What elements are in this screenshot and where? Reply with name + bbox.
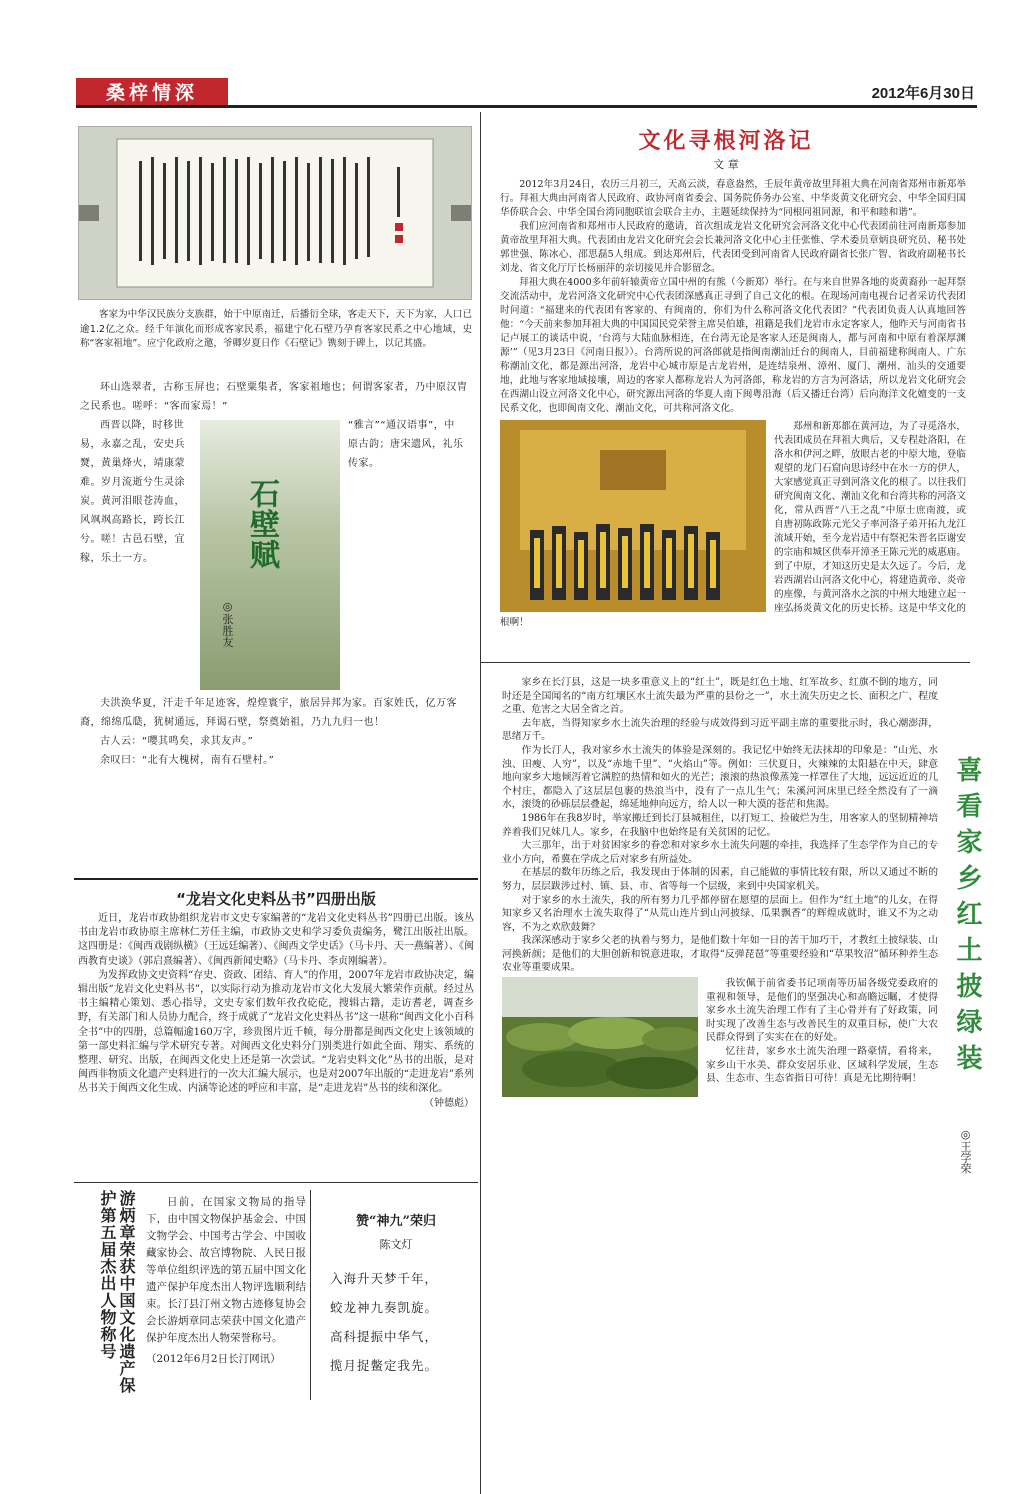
column-divider <box>310 1190 311 1400</box>
shibi-line: 余叹曰：“北有大槐树，南有石壁村。” <box>100 755 275 766</box>
hongtu-paragraph: 大三那年，出于对贫困家乡的眷恋和对家乡水土流失问题的牵挂，我选择了生态学作为自己的专业小方向，希冀在学成之后对家乡有所益处。 <box>502 840 938 865</box>
book-article-title: “龙岩文化史料丛书”四册出版 <box>176 890 376 908</box>
hongtu-vertical-title: 喜看家乡红土披绿装 <box>952 756 982 1080</box>
shibi-line: “雅言”“通汉语事”，中原古韵；唐宋遗风，礼乐传家。 <box>348 420 464 469</box>
hongtu-paragraph: 作为长汀人，我对家乡水土流失的体验是深刻的。我记忆中始终无法抹却的印象是：“山光、水浊、田瘦、人穷”，以及“赤地千里”、“火焰山”等。例如：三伏夏日，火辣辣的太阳悬在中天，肆意地向家乡大地倾泻着它满腔的热情和如火的光芒；滚滚的热浪像蒸笼一样罩住了大地，远远近近的几个村庄，都隐入了这层层包裹的热浪当中，没有了一点儿生气；朱溪河河床里已经全然没有了一滴水，滚烫的砂砾层层叠起，绵延地伸向远方，给人以一种大漠的苍茫和焦渴。 <box>502 744 938 811</box>
hongtu-paragraph: 在基层的数年历练之后，我发现由于体制的因素，自己能做的事情比较有限，所以又通过不断的努力，层层跋涉过村、镇、县、市、省等每一个层级，来到中央国家机关。 <box>502 867 938 892</box>
poem-line: 入海升天梦千年， <box>330 1271 439 1286</box>
heluo-paragraph: 郑州和新郑都在黄河边，为了寻觅洛水，代表团成员在拜祖大典后，又专程赴洛阳，在洛水和伊河之畔，放眼古老的中原大地，登临观望的龙门石窟向思诗经中在水一方的伊人，大家感觉真正寻到河洛文化的根了。以往我们研究闽南文化、潮汕文化和台湾共称的河洛文化，常从西晋“八王之乱”中原士庶南渡，或自唐初陈政陈元光父子率河洛子弟开拓九龙江流域开始，至今龙岩适中有祭祀朱晋名臣谢安的宗庙和城区供奉开漳圣王陈元光的威惠庙。到了中原，才知这历史是太久远了。今后，龙岩西湖岩山河洛文化中心，将建造黄帝、炎帝的座像，与黄河洛水之滨的中州大地建立起一座弘扬炎黄文化的历史长桥。这是中华文化的根啊！ <box>500 421 966 628</box>
heluo-body <box>500 178 966 630</box>
shibi-line: 古人云：“嘤其鸣矣，求其友声。” <box>100 736 254 747</box>
calligraphy-caption: 客家为中华汉民族分支族群，始于中原南迁，后播衍全球，客走天下，天下为家，人口已逾1.2亿之众。经千年演化而形成客家民系，福建宁化石壁乃孕育客家民系之中心地域，史称“客家祖地”。应宁化政府之邀，爷卿岁夏日作《石壁记》镌刻于碑上，以记其盛。 <box>80 309 472 349</box>
hongtu-paragraph: 我深深感动于家乡父老的执着与努力，是他们数十年如一日的苦干加巧干，才教红土披绿装、山河换新颜；是他们的大胆创新和锐意进取，才取得“反弹琵琶”等重要经验和“草果牧沼”循环种养生态农业等重要成果。 <box>502 935 938 974</box>
issue-date: 2012年6月30日 <box>871 85 975 102</box>
heluo-paragraph: 拜祖大典在4000多年前轩辕黄帝立国中州的有熊（今新郑）举行。在与来自世界各地的炎黄裔孙一起拜祭交流活动中，龙岩河洛文化研究中心代表团深感真正寻到了自己文化的根。在现场河南电视台记者采访代表团时问道：“福建来的代表团有客家的、有闽南的，你们为什么称河洛文化代表团？”代表团负责人认真地回答他：“今天前来参加拜祖大典的中国国民党荣誉主席吴伯雄，祖籍是我们龙岩市永定客家人，他昨天与河南省书记卢展工的谈话中说，‘台湾与大陆血脉相连，在台湾无论是客家人还是闽南人，都与河南和中原有着深厚渊源’”（见3月23日《河南日报》）。台湾所说的河洛郎就是指闽南潮汕迁台的闽南人，目前福建称闽南人、广东称潮汕文化，都是源出河洛，龙岩中心城市原是古龙岩州，是连结泉州、漳州、厦门、潮州、汕头的交通要地，此地与客家地域接壤，周边的客家人都称龙岩人为河洛郎，称龙岩的方言为河洛话，所以龙岩文化研究会在西湖山设立河洛文化中心，研究源出河洛的华夏人南下闽粤沿海（后又播迁台湾）后向海洋文化嬗变的一支民系文化，也即闽南文化、潮汕文化，可共称河洛文化。 <box>500 277 966 414</box>
youfu-text: 日前，在国家文物局的指导下，由中国文物保护基金会、中国文物学会、中国考古学会、中国收藏家协会、故宫博物院、人民日报等单位组织评选的第五届中国文化遗产保护年度杰出人物评选顺利结束。长汀县汀州文物古迹修复协会会长游炳章同志荣获中国文化遗产保护年度杰出人物荣誉称号。 <box>146 1196 306 1344</box>
book-byline: （钟德彪） <box>424 1097 474 1109</box>
hongtu-paragraph: 去年底，当得知家乡水土流失治理的经验与成效得到习近平副主席的重要批示时，我心潮澎湃，思绪万千。 <box>502 717 938 743</box>
hongtu-paragraph: 对于家乡的水土流失，我的所有努力几乎都停留在愿望的层面上。但作为“红土地”的儿女，在得知家乡又名治理水土流失取得了“从荒山连片到山河披绿、瓜果飘香”的辉煌成就时，谁又不为之动容，不为之欢欣鼓舞？ <box>502 894 938 933</box>
heluo-group-photo <box>500 420 766 612</box>
poem-title: 赞“神九”荣归 <box>356 1214 436 1229</box>
hongtu-photo-illustration <box>502 977 698 1097</box>
shibi-line: 环山选翠者，古称玉屏也；石壁粟集者，客家祖地也；何谓客家者，乃中原汉胄之民系也。嗟呼：“客而家焉！” <box>80 382 468 412</box>
calligraphy-scroll-illustration <box>79 127 471 299</box>
poem-author: 陈文灯 <box>379 1238 413 1251</box>
section-divider <box>74 878 478 880</box>
shibi-line: 西晋以降，时移世易，永嘉之乱，安史兵燹，黄巢烽火，靖康蒙难。岁月流逝兮生灵涂炭。黄河泪眼苍涛血，风飒飒高路长，跨长江兮。嗟！古邑石壁，宜稼，乐土一方。 <box>80 420 185 564</box>
hongtu-paragraph: 我钦佩于前省委书记项南等历届各级党委政府的重视和领导，是他们的坚强决心和高瞻远瞩，才使得家乡水土流失治理工作有了主心骨并有了好政策，同时实现了改善生态与改善民生的双重目标，使广大农民群众得到了实实在在的好处。 <box>706 978 938 1044</box>
shibi-line: 夫洪涣华夏，汗走千年足迹客，煌煌寰宇，旅居异邦为家。百家姓氏，亿万客裔，绵绵瓜瓞，犹树通远，拜谒石壁，祭奠始祖，乃九九归一也！ <box>80 698 457 728</box>
youfu-body <box>146 1194 306 1368</box>
poem-line: 揽月捉鳖定我先。 <box>330 1358 439 1373</box>
hongtu-paragraph: 1986年在我8岁时，举家搬迁到长汀县城租住，以打短工、捡破烂为生，用客家人的坚韧精神培养着我们兄妹几人。家乡，在我脑中也始终是有关贫困的记忆。 <box>502 812 938 838</box>
poem-line: 蛟龙神九奏凯旋。 <box>330 1300 439 1315</box>
heluo-paragraph: 2012年3月24日，农历三月初三，天高云淡，春意盎然，壬辰年黄帝故里拜祖大典在河南省郑州市新郑举行。拜祖大典由河南省人民政府、政协河南省委会、国务院侨务办公室、中华炎黄文化研究会、中华全国归国华侨联合会、中华全国台湾同胞联谊会联合主办，主题延续保持为“同根同祖同源，和平和睦和谐”。 <box>500 179 966 218</box>
hongtu-paragraph: 家乡在长汀县，这是一块多重意义上的“红土”，既是红色土地、红军故乡、红旗不倒的地方，同时还是全国闻名的“南方红壤区水土流失最为严重的县份之一”，水土流失历史之长、面积之广、程度之重、危害之大居全省之首。 <box>502 677 938 716</box>
shibi-fu-body <box>80 378 472 770</box>
shibi-stone-image <box>200 420 340 690</box>
calligraphy-scroll-image <box>78 126 472 300</box>
heluo-author: 文 章 <box>713 158 739 171</box>
poem-line: 高科提振中华气， <box>330 1329 439 1344</box>
heluo-photo-illustration <box>500 420 766 612</box>
youfu-vertical-title: 游炳章荣获中国文化遗产保护第五届杰出人物称号 <box>98 1190 136 1394</box>
shibi-title: 石壁赋 <box>244 478 279 570</box>
hongtu-paragraph: 忆往昔，家乡水土流失治理一路豪情，看将来，家乡山干水美、群众安居乐业、区域科学发展，生态县、生态市、生态省指日可待！真是无比期待啊！ <box>706 1046 938 1085</box>
poem-body <box>330 1264 476 1380</box>
section-divider <box>480 662 970 663</box>
column-divider <box>480 112 481 1494</box>
book-paragraph: 为发挥政协文史资料“存史、资政、团结、育人”的作用，2007年龙岩市政协决定，编辑出版“龙岩文化史料丛书”，以实际行动为推动龙岩市文化大发展大繁荣作贡献。经过丛书主编精心策划、悉心指导，文史专家们数年孜孜矻矻，搜辑古籍，走访耆老，调查乡野，有关部门和人员协力配合，终于成就了“龙岩文化史料丛书”这一堪称“闽西文化小百科全书”中的四册，总篇幅逾160万字，珍贵图片近千帧，每分册都是闽西文化史上该领域的第一部史料汇编与学术研究专著。对闽西文化史料分门别类进行如此全面、翔实、系统的整理、研究、出版，在闽西文化史上还是第一次尝试。“龙岩史料文化”丛书的出版，是对闽西非物质文化遗产史料进行的一次大汇编大展示，也是对2007年出版的“走进龙岩”系列丛书关于闽西文化生成、内涵等论述的呼应和丰富，是“走进龙岩”丛书的续和深化。 <box>78 969 474 1095</box>
youfu-source: （2012年6月2日长汀网讯） <box>146 1353 281 1365</box>
hongtu-landscape-photo <box>502 977 698 1097</box>
heluo-title: 文化寻根河洛记 <box>638 129 814 154</box>
section-tag: 桑梓情深 <box>76 78 228 108</box>
heluo-paragraph: 我们应河南省和郑州市人民政府的邀请，首次组成龙岩文化研究会河洛文化中心代表团前往河南新郑参加黄帝故里拜祖大典。代表团由龙岩文化研究会会长兼河洛文化中心主任张惟、学术委员章炳良研究员、秘书处郭世强、陈冰心、邵思磊5人组成。到达郑州后，代表团受到河南省人民政府副省长张广智、省政府副秘书长刘龙、省文化厅厅长杨丽萍的亲切接见并合影留念。 <box>500 221 966 274</box>
hongtu-author: ◎王学荣 <box>959 1128 972 1174</box>
shibi-author: ◎张胜友 <box>221 600 234 648</box>
header-rule <box>76 105 977 108</box>
book-paragraph: 近日，龙岩市政协组织龙岩市文史专家编著的“龙岩文化史料丛书”四册已出版。该丛书由龙岩市政协原主席林仁芳任主编，市政协文史和学习委负责编务，鹭江出版社出版。这四册是：《闽西戏剧纵横》（王远廷编著）、《闽西文学史话》（马卡丹、天一燕编著）、《闽西教育史谈》（郭启熹编著）、《闽西新闻史略》（马卡丹、李贞刚编著）。 <box>78 913 474 967</box>
section-divider <box>74 1182 478 1183</box>
book-article-body <box>78 912 474 1111</box>
hongtu-body <box>502 676 938 1097</box>
